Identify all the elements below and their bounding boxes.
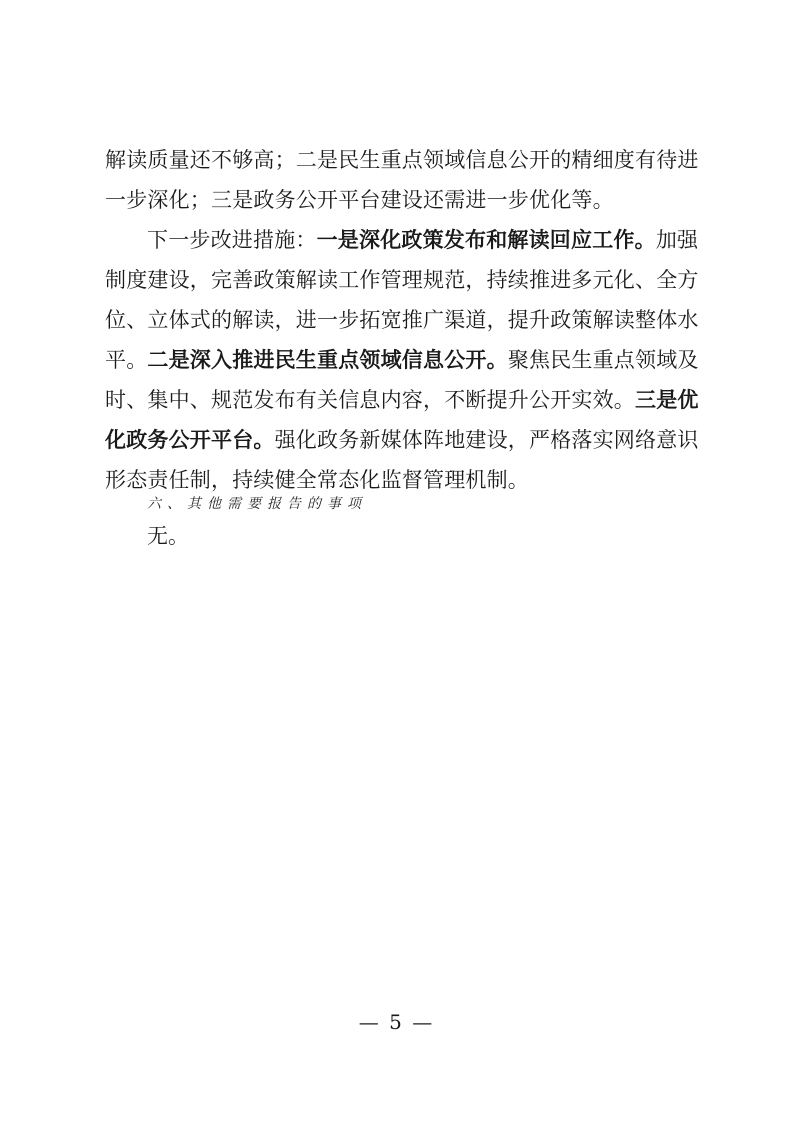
paragraph-line [105, 306, 699, 334]
bold-measure-three-end: 化政务公开平台。 [105, 428, 275, 452]
paragraph-line [147, 226, 699, 254]
paragraph-line [105, 146, 699, 174]
line-text: 下一步改进措施： [147, 228, 317, 252]
bold-measure-three-start: 三是优 [635, 388, 699, 412]
paragraph-line [105, 466, 695, 494]
paragraph-line [105, 386, 699, 414]
section-six-heading: 六、其他需要报告的事项 [147, 496, 367, 512]
paragraph-line [105, 186, 695, 214]
paragraph-line [105, 346, 699, 374]
bold-measure-one: 一是深化政策发布和解读回应工作。 [316, 228, 656, 252]
line-text: 制度建设，完善政策解读工作管理规范，持续推进多元化、全方 [105, 268, 699, 292]
line-text: 平。 [105, 348, 148, 372]
line-text: 时、集中、规范发布有关信息内容，不断提升公开实效。 [105, 388, 635, 412]
line-text: 加强 [655, 228, 699, 252]
section-six-body: 无。 [147, 524, 189, 548]
page-number: — 5 — [358, 1010, 435, 1034]
paragraph-line [105, 266, 699, 294]
line-text: 位、立体式的解读，进一步拓宽推广渠道，提升政策解读整体水 [105, 308, 699, 332]
paragraph-line [105, 426, 699, 454]
line-text: 强化政务新媒体阵地建设，严格落实网络意识 [274, 428, 699, 452]
line-text: 形态责任制，持续健全常态化监督管理机制。 [105, 468, 529, 492]
line-text: 聚焦民生重点领域及 [507, 348, 699, 372]
bold-measure-two: 二是深入推进民生重点领域信息公开。 [147, 348, 508, 372]
line-text: 解读质量还不够高；二是民生重点领域信息公开的精细度有待进 [105, 148, 699, 172]
line-text: 一步深化；三是政务公开平台建设还需进一步优化等。 [105, 188, 614, 212]
